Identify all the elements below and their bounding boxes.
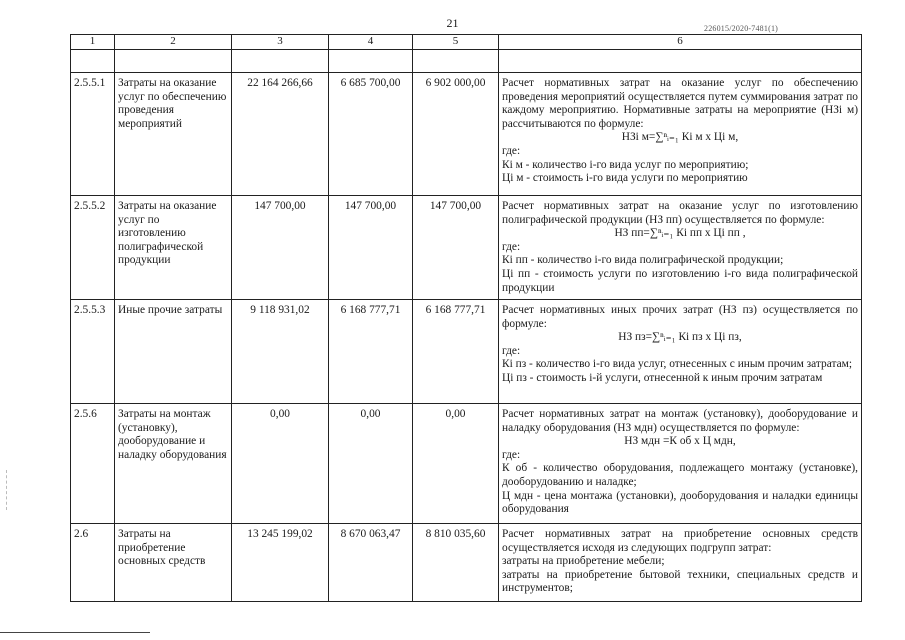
formula: НЗi м=∑ⁿᵢ₌₁ Кi м х Цi м, xyxy=(621,131,739,144)
row-value-col3: 22 164 266,66 xyxy=(232,73,329,196)
formula: НЗ пз=∑ⁿᵢ₌₁ Кi пз х Цi пз, xyxy=(618,331,742,344)
table-row xyxy=(71,300,862,404)
description-text: где: xyxy=(502,240,521,253)
row-code: 2.6 xyxy=(71,524,115,602)
row-name: Иные прочие затраты xyxy=(115,300,232,404)
row-description xyxy=(499,524,862,602)
row-value-col4: 6 168 777,71 xyxy=(329,300,413,404)
row-code: 2.5.5.2 xyxy=(71,196,115,300)
description-text: Цi м - стоимость i-го вида услуги по мероприятию xyxy=(502,172,748,185)
document-code: 226015/2020-7481(1) xyxy=(704,24,779,33)
header-cell: 6 xyxy=(499,35,862,50)
row-name: Затраты на приобретение основных средств xyxy=(115,524,232,602)
row-code: 2.5.5.3 xyxy=(71,300,115,404)
description-text: Цi пп - стоимость услуги по изготовлению i-го вида полиграфической продукции xyxy=(502,267,858,294)
row-value-col5: 8 810 035,60 xyxy=(413,524,499,602)
row-value-col3: 147 700,00 xyxy=(232,196,329,300)
table-row xyxy=(71,524,862,602)
footer-line xyxy=(0,632,150,633)
description-text: Кi м - количество i-го вида услуг по мероприятию; xyxy=(502,158,749,171)
row-value-col5: 6 902 000,00 xyxy=(413,73,499,196)
description-text: где: xyxy=(502,448,521,461)
header-cell: 2 xyxy=(115,35,232,50)
description-text: где: xyxy=(502,344,521,357)
description-text: Кi пз - количество i-го вида услуг, отнесенных с иным прочим затратам; xyxy=(502,358,853,371)
row-name: Затраты на оказание услуг по обеспечению проведения мероприятий xyxy=(115,73,232,196)
row-description xyxy=(499,196,862,300)
binding-marks xyxy=(6,470,9,510)
formula: НЗ пп=∑ⁿᵢ₌₁ Кi пп х Цi пп , xyxy=(614,227,746,240)
table-row xyxy=(71,196,862,300)
description-text: Расчет нормативных затрат на приобретение основных средств осуществляется исходя из следующих подгрупп затрат: xyxy=(502,528,858,554)
row-name: Затраты на оказание услуг по изготовлению полиграфической продукции xyxy=(115,196,232,300)
table-row xyxy=(71,73,862,196)
description-text: Ц мдн - цена монтажа (установки), дооборудования и наладки единицы оборудования xyxy=(502,489,858,516)
description-text: затраты на приобретение бытовой техники, специальных средств и инструментов; xyxy=(502,568,858,595)
row-value-col3: 9 118 931,02 xyxy=(232,300,329,404)
row-value-col4: 6 685 700,00 xyxy=(329,73,413,196)
row-value-col5: 147 700,00 xyxy=(413,196,499,300)
description-text: Расчет нормативных затрат на оказание услуг по обеспечению проведения мероприятий осуществляется путем суммирования затрат по каждому мероприятию. Нормативные затраты на мероприятие (НЗi м) рассчитываются по формуле: xyxy=(502,77,858,130)
description-text: где: xyxy=(502,144,521,157)
row-code: 2.5.6 xyxy=(71,404,115,524)
description-text: Расчет нормативных затрат на оказание услуг по изготовлению полиграфической продукции (НЗ пп) осуществляется по формуле: xyxy=(502,200,858,226)
description-text: Расчет нормативных иных прочих затрат (НЗ пз) осуществляется по формуле: xyxy=(502,304,858,330)
row-value-col3: 13 245 199,02 xyxy=(232,524,329,602)
description-text: затраты на приобретение мебели; xyxy=(502,555,665,568)
row-description xyxy=(499,300,862,404)
row-description xyxy=(499,73,862,196)
row-value-col4: 8 670 063,47 xyxy=(329,524,413,602)
description-text: Кi пп - количество i-го вида полиграфической продукции; xyxy=(502,254,784,267)
row-value-col5: 0,00 xyxy=(413,404,499,524)
row-value-col5: 6 168 777,71 xyxy=(413,300,499,404)
row-value-col4: 147 700,00 xyxy=(329,196,413,300)
cost-table xyxy=(70,34,862,602)
table-header-row xyxy=(71,35,862,50)
row-name: Затраты на монтаж (установку), дооборудование и наладку оборудования xyxy=(115,404,232,524)
description-text: Цi пз - стоимость i-й услуги, отнесенной к иным прочим затратам xyxy=(502,371,823,384)
description-text: Расчет нормативных затрат на монтаж (установку), дооборудование и наладку оборудования (НЗ мдн) осуществляется по формуле: xyxy=(502,408,858,434)
page-number: 21 xyxy=(446,16,459,30)
header-cell: 4 xyxy=(329,35,413,50)
row-code: 2.5.5.1 xyxy=(71,73,115,196)
formula: НЗ мдн =К об х Ц мдн, xyxy=(624,435,736,448)
row-description xyxy=(499,404,862,524)
table-gap xyxy=(71,50,862,73)
row-value-col3: 0,00 xyxy=(232,404,329,524)
header-cell: 3 xyxy=(232,35,329,50)
description-text: К об - количество оборудования, подлежащего монтажу (установке), дооборудованию и наладке; xyxy=(502,462,858,488)
row-value-col4: 0,00 xyxy=(329,404,413,524)
header-cell: 5 xyxy=(413,35,499,50)
table-row xyxy=(71,404,862,524)
header-cell: 1 xyxy=(71,35,115,50)
